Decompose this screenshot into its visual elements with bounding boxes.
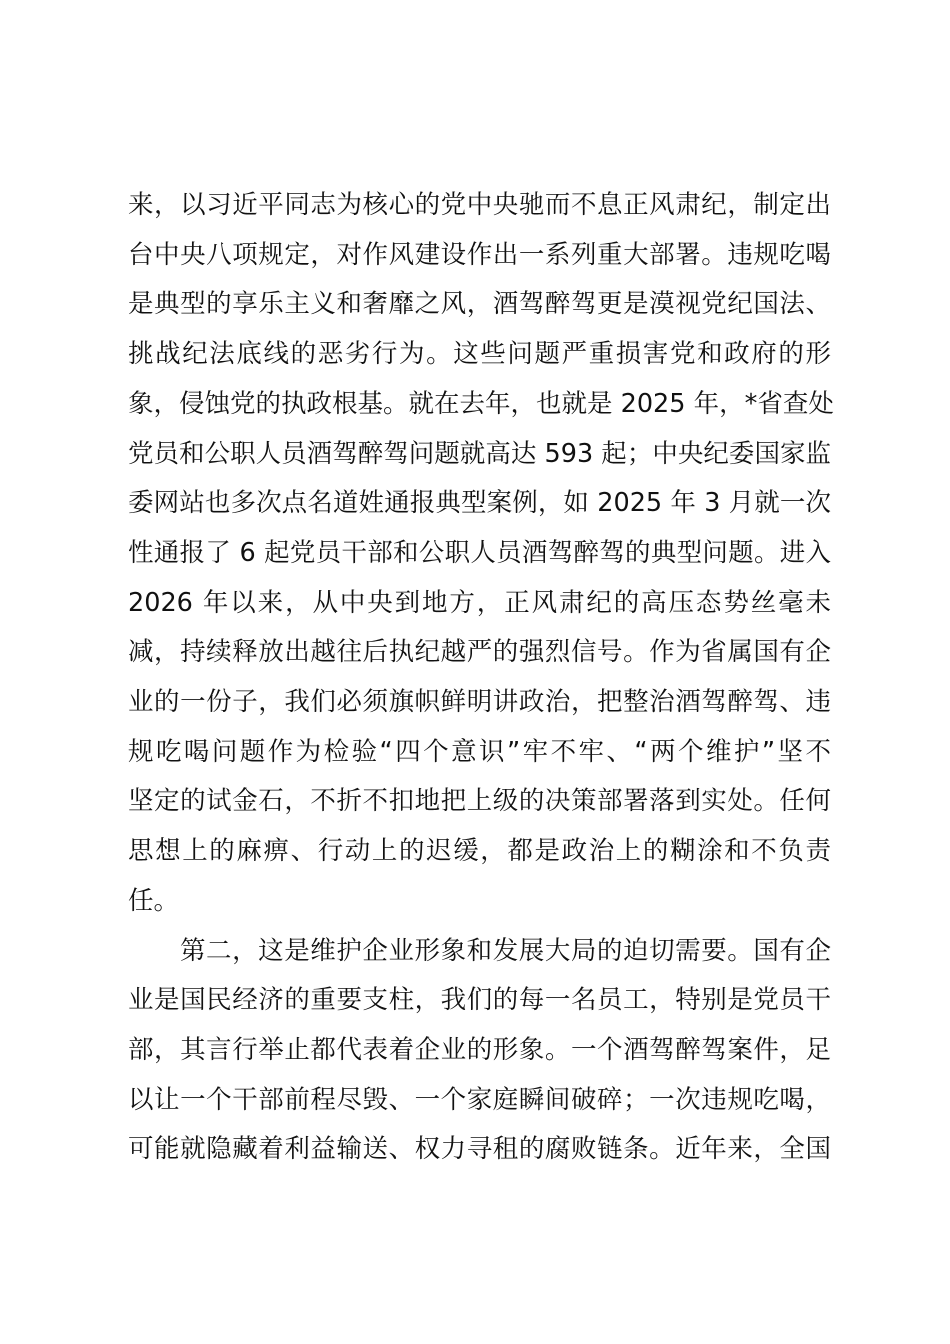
text-line: 挑战纪法底线的恶劣行为。这些问题严重损害党和政府的形	[128, 339, 831, 370]
text-line: 业的一份子，我们必须旗帜鲜明讲政治，把整治酒驾醉驾、违	[128, 687, 831, 717]
text-line: 业是国民经济的重要支柱，我们的每一名员工，特别是党员干	[128, 985, 831, 1016]
text-line: 象，侵蚀党的执政根基。就在去年，也就是 2025 年，*省查处	[128, 388, 834, 419]
text-line: 坚定的试金石，不折不扣地把上级的决策部署落到实处。任何	[128, 786, 831, 817]
text-line: 可能就隐藏着利益输送、权力寻租的腐败链条。近年来，全国	[128, 1134, 831, 1165]
text-line: 党员和公职人员酒驾醉驾问题就高达 593 起；中央纪委国家监	[128, 438, 831, 469]
text-line: 部，其言行举止都代表着企业的形象。一个酒驾醉驾案件，足	[128, 1034, 831, 1065]
text-line: 是典型的享乐主义和奢靡之风，酒驾醉驾更是漠视党纪国法、	[128, 289, 831, 320]
text-line: 减，持续释放出越往后执纪越严的强烈信号。作为省属国有企	[128, 637, 831, 668]
text-line: 台中央八项规定，对作风建设作出一系列重大部署。违规吃喝	[128, 239, 831, 270]
text-line: 思想上的麻痹、行动上的迟缓，都是政治上的糊涂和不负责	[128, 836, 831, 867]
text-line: 委网站也多次点名道姓通报典型案例，如 2025 年 3 月就一次	[128, 488, 831, 519]
text-line: 任。	[128, 885, 180, 916]
text-line: 来，以习近平同志为核心的党中央驰而不息正风肃纪，制定出	[128, 190, 831, 220]
text-line: 以让一个干部前程尽毁、一个家庭瞬间破碎；一次违规吃喝，	[128, 1084, 831, 1115]
text-line: 2026 年以来，从中央到地方，正风肃纪的高压态势丝毫未	[128, 587, 831, 618]
text-line: 规吃喝问题作为检验“四个意识”牢不牢、“两个维护”坚不	[128, 736, 831, 767]
text-line: 性通报了 6 起党员干部和公职人员酒驾醉驾的典型问题。进入	[128, 537, 831, 568]
text-line: 第二，这是维护企业形象和发展大局的迫切需要。国有企	[180, 935, 831, 966]
